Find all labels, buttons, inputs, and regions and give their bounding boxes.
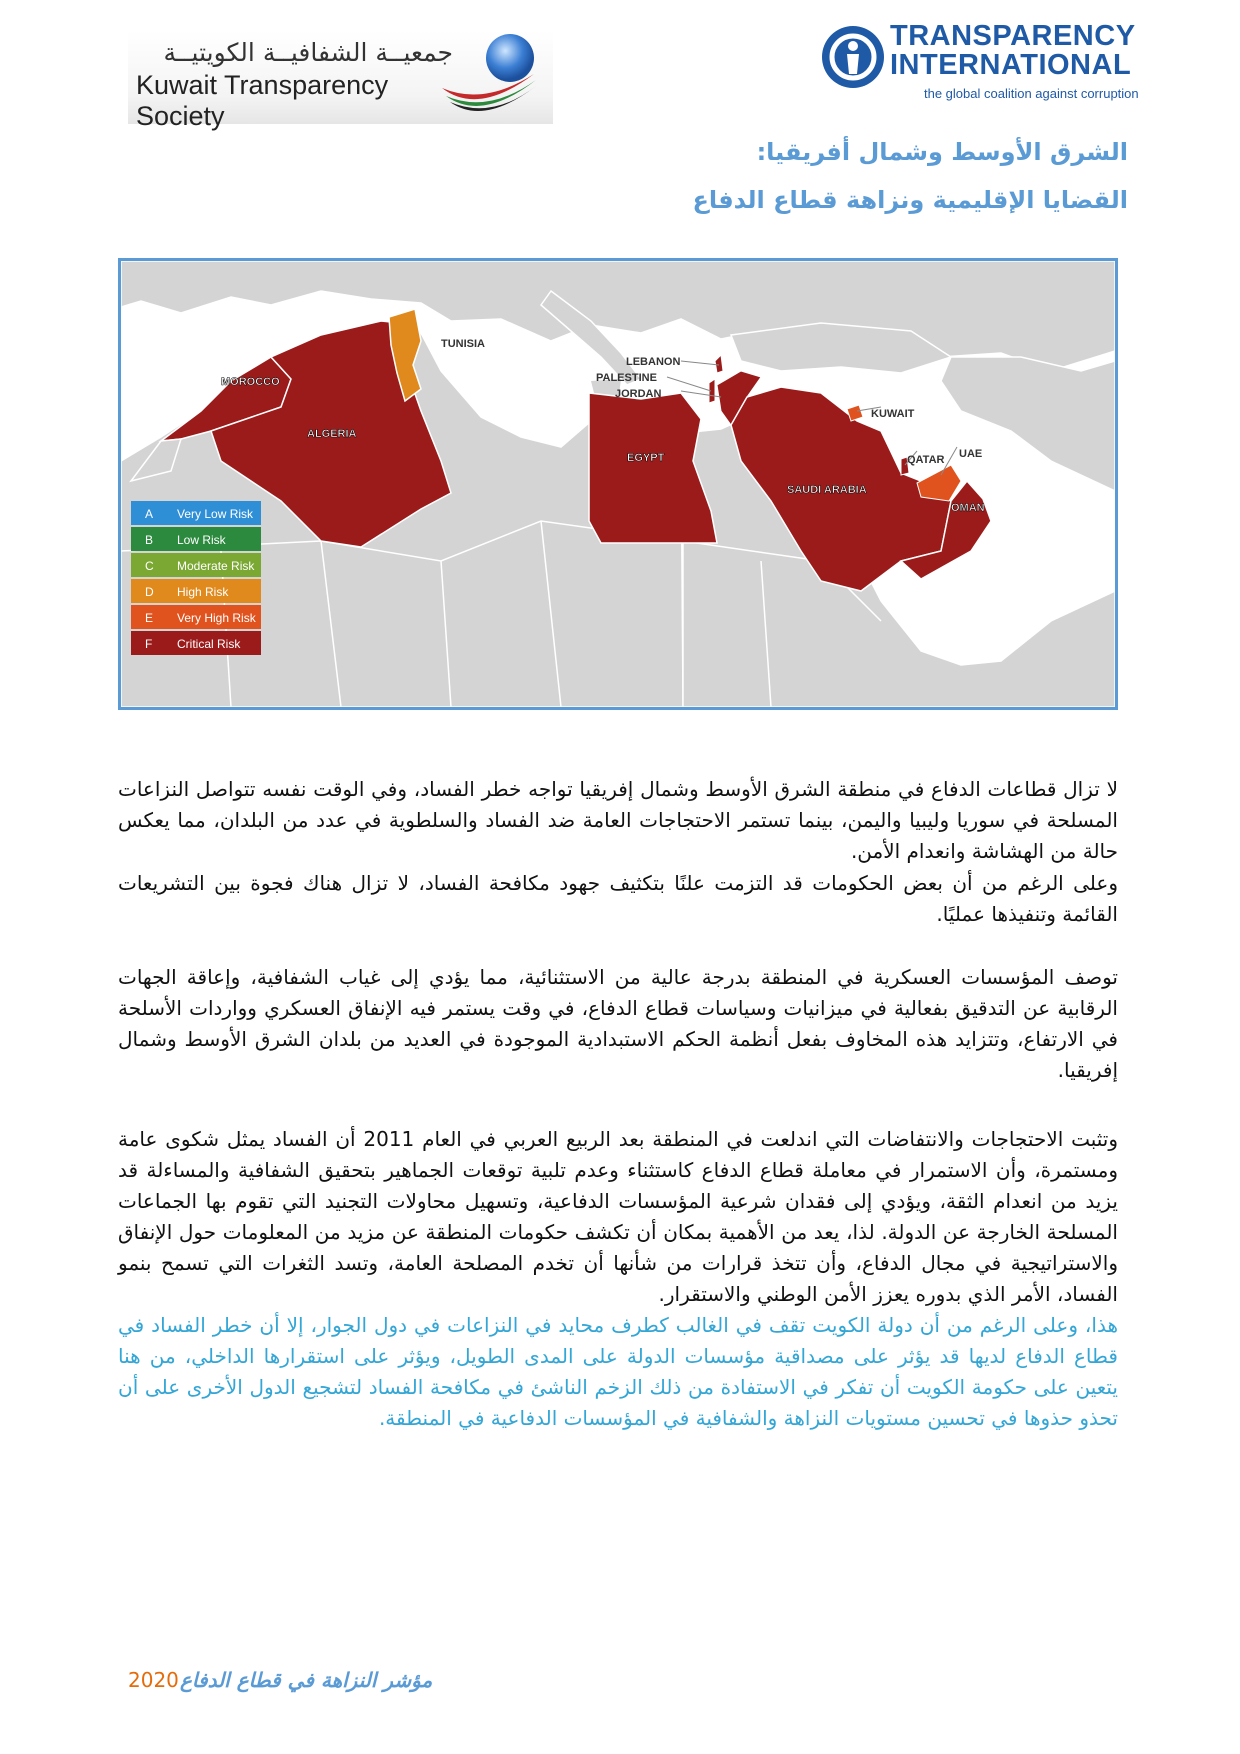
label-saudi-arabia: SAUDI ARABIA bbox=[787, 484, 867, 496]
label-jordan: JORDAN bbox=[615, 388, 662, 400]
ti-tagline: the global coalition against corruption bbox=[924, 86, 1139, 101]
legend-grade: B bbox=[145, 533, 154, 547]
ti-name: TRANSPARENCY INTERNATIONAL bbox=[890, 20, 1136, 81]
paragraph-5-kuwait-note: هذا، وعلى الرغم من أن دولة الكويت تقف في الغالب كطرف محايد في النزاعات في دول الجوار، إلا أن خطر الفساد في قطاع الدفاع لديها قد يؤثر على مصداقية مؤسسات الدولة على المدى الطويل، ويؤثر على استقرارها الداخلي، من هنا يتعين على حكومة الكويت أن تفكر في الاستفادة من ذلك الزخم الناشئ في مكافحة الفساد لتشجيع الدول الأخرى على أن تحذو حذوها في تحسين مستويات النزاهة والشفافية في المؤسسات الدفاعية في المنطقة. bbox=[118, 1313, 1118, 1430]
risk-map bbox=[118, 258, 1118, 710]
legend-row-e bbox=[131, 605, 261, 629]
paragraph-1: لا تزال قطاعات الدفاع في منطقة الشرق الأوسط وشمال إفريقيا تواجه خطر الفساد، وفي الوقت نفسه تتواصل النزاعات المسلحة في سوريا وليبيا واليمن، بينما تستمر الاحتجاجات العامة ضد الفساد والسلطوية في عدد من البلدان، مما يعكس حالة من الهشاشة وانعدام الأمن. bbox=[118, 777, 1118, 863]
kts-name-arabic: جمعيــة الشفافيــة الكويتيــة bbox=[163, 38, 453, 67]
kts-emblem-icon bbox=[438, 30, 558, 116]
footer-year: 2020 bbox=[128, 1668, 179, 1692]
label-algeria: ALGERIA bbox=[307, 428, 357, 440]
paragraph-3: توصف المؤسسات العسكرية في المنطقة بدرجة عالية من الاستثنائية، مما يؤدي إلى غياب الشفافية، وإعاقة الجهات الرقابية عن التدقيق بفعالية في ميزانيات وسياسات قطاع الدفاع، في وقت يستمر فيه الإنفاق العسكري وواردات الأسلحة في الارتفاع، وتتزايد هذه المخاوف بفعل أنظمة الحكم الاستبدادية الموجودة في العديد من بلدان الشرق الأوسط وشمال إفريقيا. bbox=[118, 965, 1118, 1082]
kts-name-english: Kuwait Transparency Society bbox=[136, 70, 389, 131]
legend-grade: A bbox=[145, 507, 154, 521]
risk-map-svg bbox=[121, 261, 1115, 707]
label-tunisia: TUNISIA bbox=[441, 338, 485, 350]
legend-grade: C bbox=[145, 559, 154, 573]
label-egypt: EGYPT bbox=[627, 452, 665, 464]
paragraph-4: وتثبت الاحتجاجات والانتفاضات التي اندلعت في المنطقة بعد الربيع العربي في العام 2011 أن الفساد يمثل شكوى عامة ومستمرة، وأن الاستمرار في معاملة قطاع الدفاع كاستثناء وعدم تلبية توقعات الجماهير بتحقيق الشفافية والمساءلة قد يزيد من انعدام الثقة، ويؤدي إلى فقدان شرعية المؤسسات الدفاعية، وتسهيل محاولات التجنيد التي تقوم بها الجماعات المسلحة الخارجة عن الدولة. لذا، يعد من الأهمية بمكان أن تكشف حكومات المنطقة عن مزيد من المعلومات حول الإنفاق والاستراتيجية في مجال الدفاع، وأن تتخذ قرارات من شأنها أن تخدم المصلحة العامة، وتسد الثغرات التي تسمح بنمو الفساد، الأمر الذي بدوره يعزز الأمن الوطني والاستقرار. bbox=[118, 1127, 1119, 1306]
legend-grade: D bbox=[145, 585, 154, 599]
transparency-international-logo bbox=[820, 20, 1150, 104]
label-lebanon: LEBANON bbox=[626, 356, 681, 368]
label-palestine: PALESTINE bbox=[596, 372, 657, 384]
legend-label: Moderate Risk bbox=[177, 559, 255, 573]
legend-row-b bbox=[131, 527, 261, 551]
legend-label: High Risk bbox=[177, 585, 229, 599]
label-uae: UAE bbox=[959, 448, 983, 460]
footer-title: مؤشر النزاهة في قطاع الدفاع bbox=[180, 1668, 433, 1692]
legend-label: Very Low Risk bbox=[177, 507, 254, 521]
legend-label: Very High Risk bbox=[177, 611, 256, 625]
legend-row-c bbox=[131, 553, 261, 577]
label-morocco: MOROCCO bbox=[221, 376, 280, 388]
label-qatar: QATAR bbox=[907, 454, 945, 466]
legend-grade: F bbox=[145, 637, 153, 651]
label-oman: OMAN bbox=[951, 502, 985, 514]
legend-grade: E bbox=[145, 611, 154, 625]
page-title-line-1: الشرق الأوسط وشمال أفريقيا: bbox=[756, 138, 1128, 166]
legend-label: Low Risk bbox=[177, 533, 226, 547]
paragraph-2: وعلى الرغم من أن بعض الحكومات قد التزمت علنًا بتكثيف جهود مكافحة الفساد، لا تزال هناك فجوة بين التشريعات القائمة وتنفيذها عمليًا. bbox=[118, 871, 1118, 926]
kuwait-transparency-society-logo bbox=[128, 30, 553, 131]
legend-row-a bbox=[131, 501, 261, 525]
page-footer bbox=[128, 1668, 488, 1698]
legend-label: Critical Risk bbox=[177, 637, 241, 651]
page-title-line-2: القضايا الإقليمية ونزاهة قطاع الدفاع bbox=[692, 186, 1128, 214]
label-kuwait: KUWAIT bbox=[871, 408, 915, 420]
legend-row-f bbox=[131, 631, 261, 655]
ti-globe-icon bbox=[820, 24, 886, 90]
legend-row-d bbox=[131, 579, 261, 603]
